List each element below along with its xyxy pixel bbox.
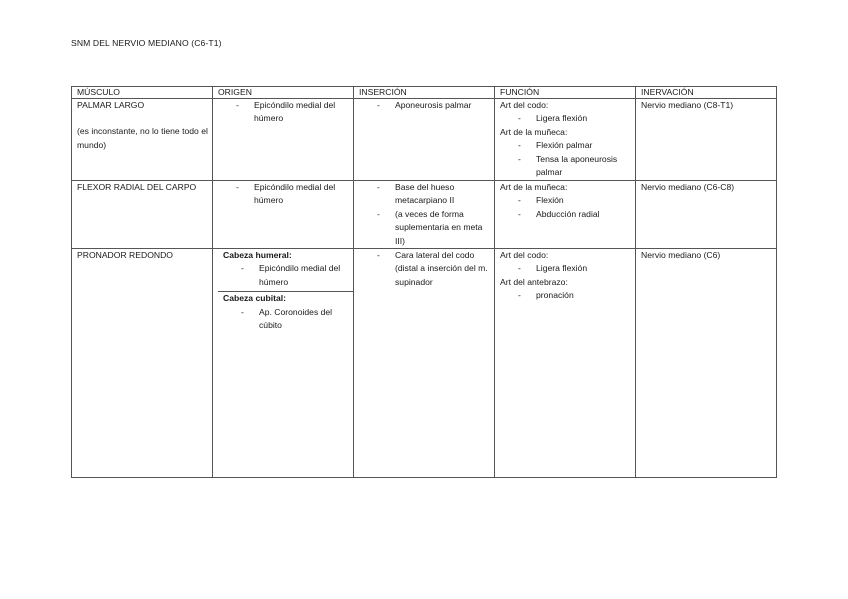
header-insercion: INSERCIÓN [354, 87, 495, 99]
musculo-cell [72, 181, 213, 249]
funcion-cell [495, 181, 636, 249]
funcion-item: - Flexión [500, 194, 635, 207]
funcion-item: - Tensa la aponeurosis palmar [500, 153, 635, 180]
page-title: SNM DEL NERVIO MEDIANO (C6-T1) [71, 38, 222, 48]
inervacion-text: Nervio mediano (C8-T1) [641, 100, 734, 110]
header-origen: ORIGEN [213, 87, 354, 99]
origen-item: - Epicóndilo medial del húmero [218, 181, 353, 208]
header-musculo: MÚSCULO [72, 87, 213, 99]
insercion-cell [354, 181, 495, 249]
insercion-item: - Cara lateral del codo (distal a inserción del m. supinador [359, 249, 494, 289]
inervacion-text: Nervio mediano (C6-C8) [641, 182, 735, 192]
funcion-group-label: Art del codo: [500, 250, 549, 261]
musculo-name: PRONADOR REDONDO [77, 250, 173, 261]
musculo-name: FLEXOR RADIAL DEL CARPO [77, 182, 197, 192]
origen-item: - Ap. Coronoides del cúbito [223, 306, 353, 333]
origen-group-label: Cabeza humeral: [223, 250, 292, 261]
insercion-item: - Base del hueso metacarpiano II [359, 181, 494, 208]
insercion-item: - (a veces de forma suplementaria en meta III) [359, 208, 494, 248]
origen-head-cubital [218, 292, 353, 332]
origen-cell [213, 181, 354, 249]
funcion-item: - Ligera flexión [500, 112, 635, 125]
funcion-item: - Flexión palmar [500, 139, 635, 152]
funcion-item: - pronación [500, 289, 635, 302]
origen-head-humeral [218, 249, 353, 292]
inervacion-text: Nervio mediano (C6) [641, 250, 721, 261]
origen-group-label: Cabeza cubital: [223, 293, 287, 304]
inervacion-cell [636, 249, 777, 478]
origen-item: - Epicóndilo medial del húmero [223, 262, 353, 289]
funcion-group-label: Art del codo: [500, 100, 549, 110]
funcion-group-label: Art de la muñeca: [500, 182, 568, 192]
nerve-table [71, 86, 777, 478]
header-inervacion: INERVACIÓN [636, 87, 777, 99]
musculo-cell [72, 99, 213, 181]
musculo-name: PALMAR LARGO [77, 100, 145, 110]
insercion-item: - Aponeurosis palmar [359, 99, 494, 112]
header-funcion: FUNCIÓN [495, 87, 636, 99]
table-row [72, 99, 777, 181]
origen-item: - Epicóndilo medial del húmero [218, 99, 353, 126]
funcion-item: - Ligera flexión [500, 262, 635, 275]
funcion-group-label: Art del antebrazo: [500, 276, 568, 287]
funcion-item: - Abducción radial [500, 208, 635, 221]
table-row [72, 249, 777, 478]
funcion-cell [495, 99, 636, 181]
header-row [72, 87, 777, 99]
table-row [72, 181, 777, 249]
musculo-cell [72, 249, 213, 478]
funcion-cell [495, 249, 636, 478]
funcion-group-label: Art de la muñeca: [500, 126, 568, 137]
origen-cell [213, 99, 354, 181]
origen-cell [213, 249, 354, 478]
insercion-cell [354, 99, 495, 181]
insercion-cell [354, 249, 495, 478]
inervacion-cell [636, 99, 777, 181]
inervacion-cell [636, 181, 777, 249]
musculo-note: (es inconstante, no lo tiene todo el mundo) [77, 126, 208, 150]
